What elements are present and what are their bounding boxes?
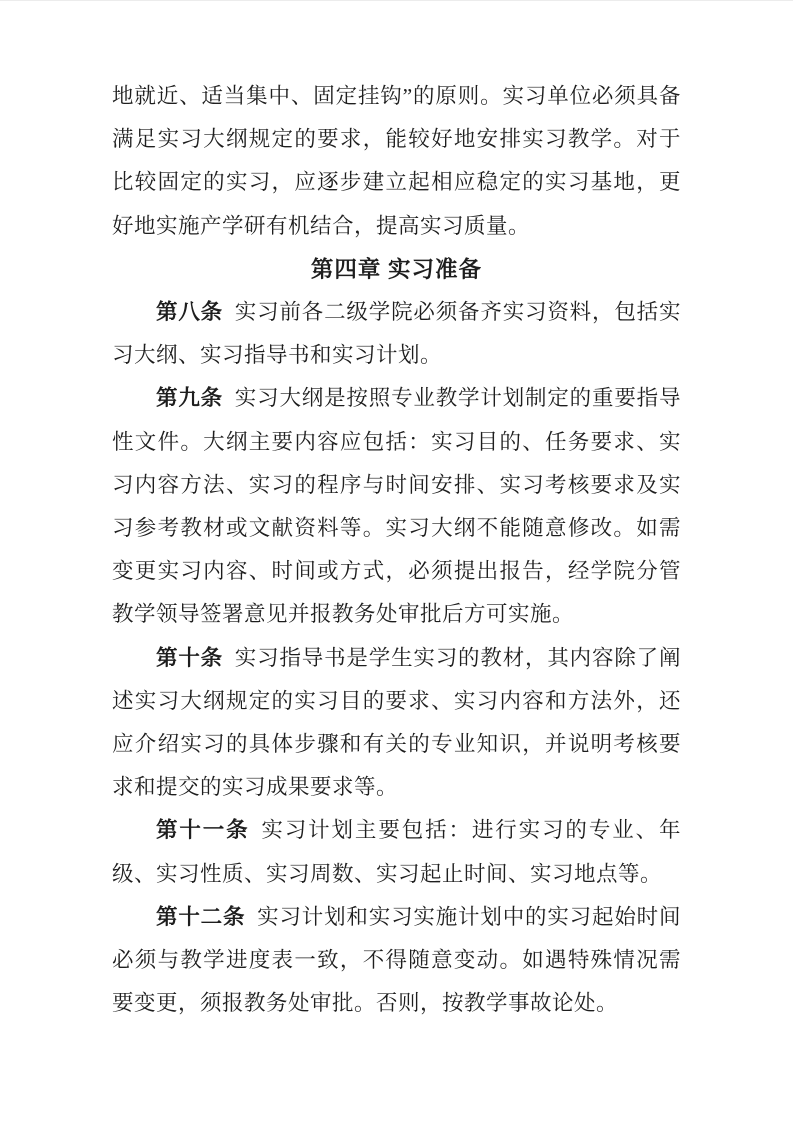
article-text: 实习大纲是按照专业教学计划制定的重要指导性文件。大纲主要内容应包括：实习目的、任务要求、实习内容方法、实习的程序与时间安排、实习考核要求及实习参考教材或文献资料等。实习大纲不能随意修改。如需变更实习内容、时间或方式，必须提出报告，经学院分管教学领导签署意见并报教务处审批后方可实施。 [112, 386, 681, 627]
article-text: 实习计划主要包括：进行实习的专业、年级、实习性质、实习周数、实习起止时间、实习地点等。 [112, 818, 681, 886]
article-term: 第十一条 [156, 818, 250, 843]
article-paragraph-12 [112, 896, 681, 1026]
article-term: 第九条 [156, 386, 223, 411]
article-text: 实习前各二级学院必须备齐实习资料，包括实习大纲、实习指导书和实习计划。 [112, 300, 681, 368]
chapter-heading: 第四章 实习准备 [310, 256, 483, 282]
article-term: 第十二条 [156, 904, 246, 929]
article-paragraph-9 [112, 377, 681, 636]
article-paragraph-8 [112, 291, 681, 377]
article-text: 实习指导书是学生实习的教材，其内容除了阐述实习大纲规定的实习目的要求、实习内容和方法外，还应介绍实习的具体步骤和有关的专业知识，并说明考核要求和提交的实习成果要求等。 [112, 645, 681, 800]
article-paragraph-10 [112, 637, 681, 810]
paragraph-continuation: 地就近、适当集中、固定挂钩”的原则。实习单位必须具备满足实习大纲规定的要求，能较好地安排实习教学。对于比较固定的实习，应逐步建立起相应稳定的实习基地，更好地实施产学研有机结合，提高实习质量。 [112, 84, 681, 238]
article-term: 第十条 [156, 645, 223, 670]
document-content [112, 75, 681, 1025]
article-term: 第八条 [156, 300, 223, 325]
article-text: 实习计划和实习实施计划中的实习起始时间必须与教学进度表一致，不得随意变动。如遇特殊情况需要变更，须报教务处审批。否则，按教学事故论处。 [112, 904, 681, 1016]
article-paragraph-11 [112, 809, 681, 895]
